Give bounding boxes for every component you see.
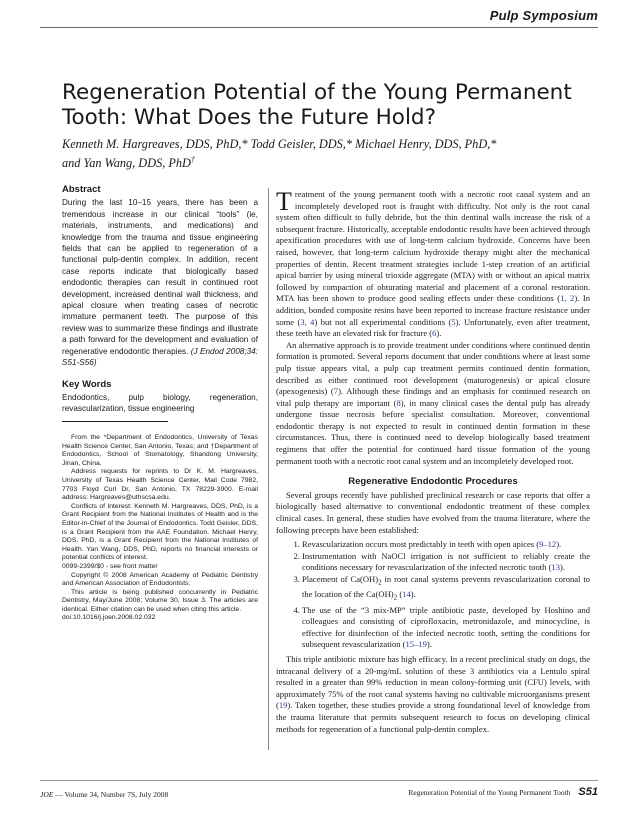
reference-link[interactable]: 19 xyxy=(278,700,288,711)
article-title: Regeneration Potential of the Young Permanent Tooth: What Does the Future Hold? xyxy=(62,80,572,130)
page-number: S51 xyxy=(578,786,598,798)
reference-link[interactable]: 6 xyxy=(432,328,437,339)
paragraph-intro: Treatment of the young permanent tooth with a necrotic root canal system and an incompletely developed root is fraught with difficulty. Not only is the root canal system often difficult to fully debride, but the thin dentinal walls increase the risk of a subsequent fracture. Historically, acceptable endodontic results have been achieved through apexification procedures with use of long-term calcium hydroxide. Concerns have been raised, however, that long-term calcium hydroxide therapy might alter the mechanical properties of dentin. Recent treatment strategies include 1-step creation of an artificial apical barrier by using mineral trioxide aggregate (MTA) with or without an apical matrix followed by compaction of obturating material and placement of a coronal restoration. MTA has been shown to produce good sealing effects under these conditions (1, 2). In addition, bonded composite resins have been reported to increase fracture resistance under some (3, 4) but not all experimental conditions (5). Unfortunately, even after treatment, these teeth have an elevated risk for fracture (6). xyxy=(276,187,590,339)
reference-link[interactable]: 13 xyxy=(551,562,560,573)
drop-cap: T xyxy=(276,187,292,216)
journal-abbrev: JOE xyxy=(40,790,54,799)
list-item: 4. The use of the “3 mix-MP” triple antibiotic paste, developed by Hoshino and colleagues and consisting of ciprofloxacin, metronidazole, and minocycline, is effective for disinfection of the infected necrotic tooth, setting the conditions for subsequent revascularization (15–19). xyxy=(302,605,590,651)
reference-link[interactable]: 5 xyxy=(451,316,456,327)
footer-rule xyxy=(40,780,598,781)
column-divider xyxy=(268,188,269,750)
paragraph-precepts: Several groups recently have published preclinical research or case reports that offer a biologically based alternative to conventional endodontic treatment of these complex clinical cases. In general, these studies have evolved from the trauma literature, where the following precepts have been established: xyxy=(276,489,590,535)
list-item: 2. Instrumentation with NaOCl irrigation is not sufficient to reliably create the conditions necessary for revascularization of the infected necrotic tooth (13). xyxy=(302,551,590,574)
paragraph-antibiotics: This triple antibiotic mixture has high efficacy. In a recent preclinical study on dogs, the intracanal delivery of a 20-mg/mL solution of these 3 antibiotics via a Lentulo spiral resulted in a greater than 99% reduction in mean colony-forming unit (CFU) levels, with approximately 75% of the root canal systems having no cultivable microorganisms present (19). Taken together, these studies provide a strong foundational level of knowledge from the trauma literature that permits subsequent research to focus on developing clinical methods for regeneration of a functional pulp-dentin complex. xyxy=(276,653,590,734)
reference-link[interactable]: 3, 4 xyxy=(300,316,315,327)
list-item: 1. Revascularization occurs most predictably in teeth with open apices (9–12). xyxy=(302,539,590,551)
section-heading: Regenerative Endodontic Procedures xyxy=(348,476,518,488)
abstract-text: During the last 10–15 years, there has been a tremendous increase in our clinical “tools” (ie, materials, instruments, and medications) and knowledge from the trauma and tissue engineering fields that can be applied to regeneration of a functional pulp-dentin complex. In addition, recent case reports indicate that biologically based endodontic therapies can result in continued root development, increased dentinal wall thickness, and apical closure when treating cases of necrotic immature permanent teeth. The purpose of this review was to summarize these findings and illustrate a path forward for the development and evaluation of regenerative endodontic therapies. (J Endod 2008;34: S51-S56) xyxy=(62,198,258,368)
note-reprints: Address requests for reprints to Dr K. M. Hargreaves, University of Texas Health Science Center, Mail Code 7982, 7703 Floyd Curl Dr, San Antonio, TX 78229-3900. E-mail address: Hargreaves@uthscsa.edu. xyxy=(62,468,258,502)
note-copyright: Copyright © 2008 American Academy of Pediatric Dentistry and American Association of Endodontists. xyxy=(62,571,258,588)
reference-link[interactable]: 7 xyxy=(333,386,339,397)
note-concurrent: This article is being published concurrently in Pediatric Dentistry, May/June 2008; Volume 30, Issue 3. The articles are identical. Either citation can be used when citing this article. xyxy=(62,588,258,613)
body-column xyxy=(276,189,590,735)
note-doi: doi:10.1016/j.joen.2008.02.032 xyxy=(62,614,156,622)
precept-list xyxy=(276,539,590,651)
reference-link[interactable]: 15–19 xyxy=(405,639,427,650)
running-title: Regeneration Potential of the Young Permanent Tooth xyxy=(408,788,571,797)
footer-journal xyxy=(40,790,168,799)
list-item: 3. Placement of $Ca(OH)_2$ in root canal systems prevents revascularization coronal to the location of the $Ca(OH)_2$ (14). xyxy=(302,574,590,605)
note-issn: 0099-2399/$0 - see front matter xyxy=(62,562,158,570)
reference-link[interactable]: 8 xyxy=(396,397,401,408)
article-notes xyxy=(62,434,258,623)
abstract-citation: (J Endod 2008;34: S51-S56) xyxy=(62,346,258,368)
author-line-2: and Yan Wang, DDS, PhD† xyxy=(62,155,195,171)
keywords-heading: Key Words xyxy=(62,378,112,390)
footer-right xyxy=(408,786,598,798)
reference-link[interactable]: 1, 2 xyxy=(560,293,575,304)
issue-info: — Volume 34, Number 7S, July 2008 xyxy=(53,790,169,799)
author-list xyxy=(62,137,602,171)
reference-link[interactable]: 9–12 xyxy=(539,539,557,550)
keywords-text: Endodontics, pulp biology, regeneration, revascularization, tissue engineering xyxy=(62,392,258,414)
note-conflicts: Conflicts of Interest: Kenneth M. Hargreaves, DDS, PhD, is a Grant Recipient from the National Institutes of Health and is the Editor-in-Chief of the Journal of Endodontics. Todd Geisler, DDS, is a Grant Recipient from the AAE Foundation. Michael Henry, DDS, PhD, is a Grant Recipient from the National Institutes of Health. Yan Wang, DDS, PhD, reports no financial interests or potential conflicts of interest. xyxy=(62,502,258,562)
note-affiliations: From the *Department of Endodontics, University of Texas Health Science Center, San Antonio, Texas; and †Department of Endodontics, School of Stomatology, Shandong University, Jinan, China. xyxy=(62,434,258,467)
header-rule xyxy=(40,27,598,28)
notes-divider xyxy=(62,421,168,422)
affiliation-mark: † xyxy=(190,155,195,164)
abstract-heading: Abstract xyxy=(62,184,101,195)
section-label: Pulp Symposium xyxy=(489,8,598,23)
reference-link[interactable]: 14 xyxy=(402,589,411,600)
abstract-column xyxy=(62,184,258,415)
author-line-1: Kenneth M. Hargreaves, DDS, PhD,* Todd Geisler, DDS,* Michael Henry, DDS, PhD,* xyxy=(62,137,497,151)
paragraph-alternative: An alternative approach is to provide treatment under conditions where continued dentin formation is promoted. Several reports document that under conditions where at least some pulp tissue appears vital, a pulp cap treatment permits continued dentin formation, described as either continued root development (maturogenesis) or apical closure (apexogenesis) (7). Although these findings and an emphasis for continued research on vital pulp therapy are important (8), in many clinical cases the dental pulp has already undergone tissue necrosis before specialist consultation. Moreover, conventional endodontic therapy is not expected to result in continued dentin formation in these circumstances. Thus, there is continued need to develop biologically based treatment regimens that offer the potential for continued hard tissue formation of the young permanent tooth with a necrotic root canal system and an incompletely developed root. xyxy=(276,339,590,466)
